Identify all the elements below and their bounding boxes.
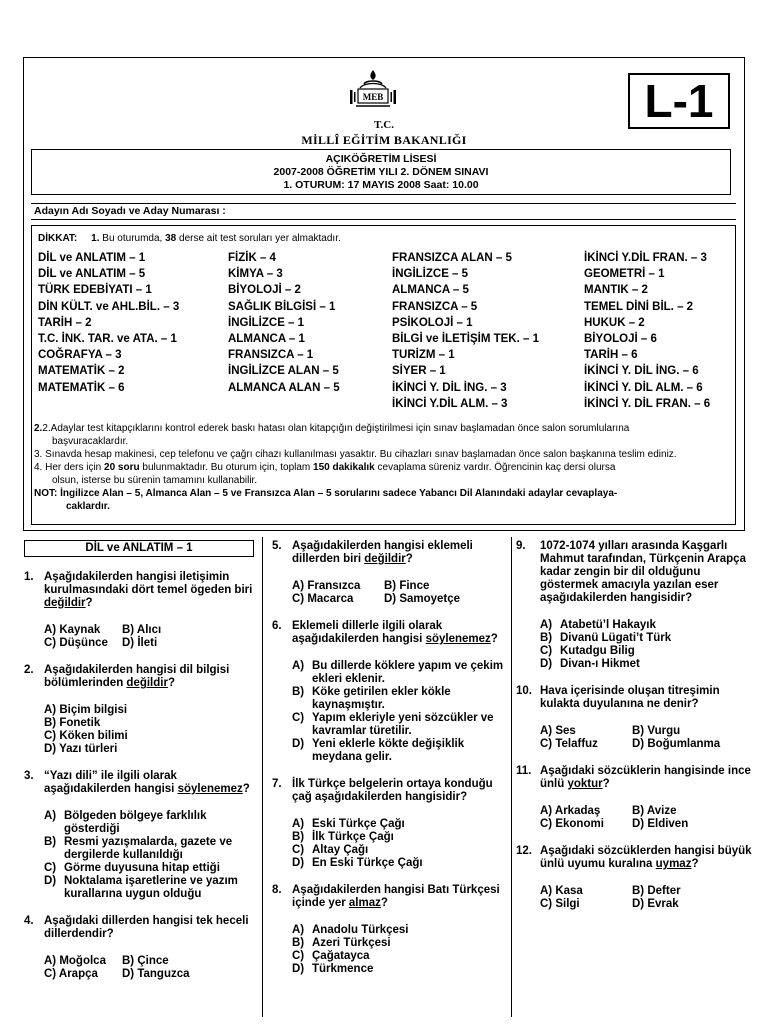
subject-column-4 [584, 250, 710, 412]
option-a[interactable] [292, 818, 508, 831]
option-text: Divanü Lügati’t Türk [560, 632, 672, 644]
option-c[interactable]: C) Düşünce [44, 637, 108, 649]
option-text: Anadolu Türkçesi [312, 924, 409, 936]
question-10: 10. Hava içerisinde oluşan titreşimin kulakta duyulanına ne denir? A) Ses B) Vurgu C) Telaffuz D) Boğumlanma [516, 685, 721, 750]
option-letter: B) [292, 937, 305, 949]
option-d[interactable]: D) İleti [122, 637, 158, 649]
option-c[interactable] [292, 844, 508, 857]
question-4: 4. Aşağıdaki dillerden hangisi tek heceli dillerdendir? A) Moğolca B) Çince C) Arapça D) Tanguzca [24, 915, 249, 980]
dikkat-line: DİKKAT: 1. Bu oturumda, 38 derse ait test soruları yer almaktadır. [38, 233, 341, 244]
option-c[interactable]: C) Arapça [44, 968, 98, 980]
subject-item: SAĞLIK BİLGİSİ – 1 [228, 300, 336, 313]
subject-item: MANTIK – 2 [584, 284, 648, 297]
option-c[interactable]: C) Ekonomi [540, 818, 604, 830]
option-b[interactable] [292, 937, 508, 950]
note-2-cont: başvuracaklardır. [52, 436, 129, 447]
option-c[interactable]: C) Macarca [292, 593, 354, 605]
option-text: Kutadgu Bilig [560, 645, 635, 657]
question-6: 6. Eklemeli dillerle ilgili olarak aşağıdakilerden hangisi söylenemez? A) Bu dillerde köklere yapım ve çekim ekleri eklenir. B) Köke getirilen ekler kökle kaynaşmıştır. C) Yapım ekleriyle yeni sözcükler ve kavramlar türetilir. D) Yeni eklerle kökte değişiklik meydana gelir. [272, 620, 508, 764]
option-letter: A) [292, 818, 305, 830]
subject-item: FRANSIZCA – 5 [392, 300, 478, 313]
option-text: Divan-ı Hikmet [560, 658, 640, 670]
subject-item: FRANSIZCA – 1 [228, 349, 314, 362]
option-letter: C) [292, 950, 305, 962]
option-text: Atabetü’l Hakayık [560, 619, 656, 631]
option-letter: B) [44, 836, 57, 848]
subject-item: TEMEL DİNİ BİL. – 2 [584, 300, 694, 313]
option-letter: B) [540, 632, 553, 644]
subject-item: İKİNCİ Y.DİL FRAN. – 3 [584, 252, 707, 264]
column-divider [511, 537, 512, 1017]
option-text: Azeri Türkçesi [312, 937, 391, 949]
option-b[interactable] [44, 836, 256, 862]
option-a[interactable]: A) Moğolca [44, 955, 106, 967]
question-column-3 [516, 540, 756, 925]
exam-term: 2007-2008 ÖĞRETİM YILI 2. DÖNEM SINAVI [273, 166, 489, 178]
subject-item: İKİNCİ Y.DİL ALM. – 3 [392, 397, 508, 410]
exam-session: 1. OTURUM: 17 MAYIS 2008 Saat: 10.00 [283, 179, 479, 191]
subject-item: ALMANCA – 5 [392, 284, 469, 297]
option-d[interactable]: D) Yazı türleri [44, 743, 118, 755]
option-letter: D) [540, 658, 553, 670]
subject-item: COĞRAFYA – 3 [38, 349, 122, 362]
question-12: 12. Aşağıdaki sözcüklerden hangisi büyük ünlü uyumu kuralına uymaz? A) Kasa B) Defter C) Silgi D) Evrak [516, 845, 752, 910]
subject-item: BİLGİ ve İLETİŞİM TEK. – 1 [392, 333, 539, 346]
option-text: İlk Türkçe Çağı [312, 831, 394, 843]
option-a[interactable]: A) Ses [540, 725, 576, 737]
option-a[interactable] [540, 619, 756, 632]
option-text: Eski Türkçe Çağı [312, 818, 405, 830]
option-c[interactable]: C) Silgi [540, 898, 580, 910]
option-d[interactable] [44, 875, 256, 901]
option-letter: B) [292, 686, 305, 698]
option-text: Yapım ekleriyle yeni sözcükler ve kavramlar türetilir. [312, 712, 494, 737]
option-a[interactable] [44, 810, 256, 836]
note-4: 4. Her ders için 20 soru bulunmaktadır. Bu oturum için, toplam 150 dakikalık cevaplama süreniz vardır. Öğrencinin kaç dersi olursa [34, 462, 616, 473]
option-c[interactable] [540, 645, 756, 658]
question-1: 1. Aşağıdakilerden hangisi iletişimin kurulmasındaki dört temel ögeden biri değildir? A) Kaynak B) Alıcı C) Düşünce D) İleti [24, 571, 253, 649]
subject-item: KİMYA – 3 [228, 268, 283, 281]
option-c[interactable] [292, 712, 508, 738]
question-2: 2. Aşağıdakilerden hangisi dil bilgisi bölümlerinden değildir? A) Biçim bilgisi B) Fonetik C) Köken bilimi D) Yazı türleri [24, 664, 256, 756]
subject-item: TÜRK EDEBİYATI – 1 [38, 284, 152, 297]
subject-item: BİYOLOJİ – 2 [228, 284, 301, 297]
subject-column-1 [38, 250, 179, 396]
option-a[interactable] [292, 924, 508, 937]
note-4-cont: olsun, isterse bu sürenin tamamını kullanabilir. [52, 475, 258, 486]
subject-item: T.C. İNK. TAR. ve ATA. – 1 [38, 333, 177, 346]
subject-item: FRANSIZCA ALAN – 5 [392, 252, 512, 264]
option-b[interactable]: B) Alıcı [122, 624, 162, 636]
question-column-2 [272, 540, 508, 990]
subject-item: HUKUK – 2 [584, 316, 645, 329]
question-column-1 [24, 540, 256, 995]
option-text: Bölgeden bölgeye farklılık gösterdiği [64, 810, 207, 835]
subject-item: MATEMATİK – 6 [38, 381, 125, 394]
candidate-field[interactable]: Adayın Adı Soyadı ve Aday Numarası : [31, 203, 736, 220]
option-d[interactable] [292, 963, 508, 976]
question-8: 8. Aşağıdakilerden hangisi Batı Türkçesi içinde yer almaz? A) Anadolu Türkçesi B) Azeri Türkçesi C) Çağatayca D) Türkmence [272, 884, 508, 976]
exam-notes: 2.2.Adaylar test kitapçıklarını kontrol ederek baskı hatası olan kitapçığın değiştirilmesi için sınav başlamadan önce salon sorumlularına başvuracaklardır. 3. Sınavda hesap makinesi, cep telefonu ve çağrı cihazı kullanılması yasaktır. Bu cihazları sınav başlamadan önce salon başkanına teslim ediniz. 4. Her ders için 20 soru bulunmaktadır. Bu oturum için, toplam 150 dakikalık cevaplama süreniz vardır. Öğrencinin kaç dersi olursa olsun, isterse bu sürenin tamamını kullanabilir. NOT: İngilizce Alan – 5, Almanca Alan – 5 ve Fransızca Alan – 5 sorularını sadece Yabancı Dil Alanındaki adaylar cevaplaya- caklardır. [34, 423, 734, 514]
option-c[interactable] [292, 950, 508, 963]
option-a[interactable]: A) Arkadaş [540, 805, 601, 817]
subject-item: TARİH – 2 [38, 316, 92, 329]
note-language-cont: caklardır. [66, 501, 110, 512]
subject-item: ALMANCA ALAN – 5 [228, 381, 340, 394]
option-a[interactable]: A) Kaynak [44, 624, 101, 636]
option-a[interactable]: A) Fransızca [292, 580, 361, 592]
option-text: Noktalama işaretlerine ve yazım kurallarına uygun olduğu [64, 875, 238, 900]
option-c[interactable]: C) Telaffuz [540, 738, 598, 750]
option-text: Köke getirilen ekler kökle kaynaşmıştır. [312, 686, 451, 711]
ministry-title: MİLLÎ EĞİTİM BAKANLIĞI [301, 133, 467, 147]
option-a[interactable]: A) Kasa [540, 885, 583, 897]
option-b[interactable] [292, 686, 508, 712]
question-5: 5. Aşağıdakilerden hangisi eklemeli dillerden biri değildir? A) Fransızca B) Fince C) Macarca D) Samoyetçe [272, 540, 473, 605]
option-text: Görme duyusuna hitap ettiği [64, 862, 220, 874]
subject-item: İNGİLİZCE – 5 [392, 268, 469, 281]
school-name: AÇIKÖĞRETİM LİSESİ [325, 153, 437, 165]
option-d[interactable] [292, 857, 508, 870]
option-letter: B) [292, 831, 305, 843]
subject-item: İNGİLİZCE ALAN – 5 [228, 365, 339, 378]
option-text: Türkmence [312, 963, 374, 975]
option-letter: C) [44, 862, 57, 874]
option-d[interactable]: D) Evrak [632, 898, 679, 910]
option-text: En Eski Türkçe Çağı [312, 857, 423, 869]
column-divider [262, 537, 263, 1017]
option-text: Altay Çağı [312, 844, 369, 856]
option-d[interactable]: D) Boğumlanma [632, 738, 721, 750]
option-b[interactable]: B) Fonetik [44, 717, 101, 729]
question-7: 7. İlk Türkçe belgelerin ortaya konduğu çağ aşağıdakilerden hangisidir? A) Eski Türkçe Çağı B) İlk Türkçe Çağı C) Altay Çağı D) En Eski Türkçe Çağı [272, 778, 508, 870]
option-c[interactable]: C) Köken bilimi [44, 730, 128, 742]
option-text: Çağatayca [312, 950, 370, 962]
subject-item: FİZİK – 4 [228, 252, 276, 264]
option-letter: D) [292, 857, 305, 869]
subject-item: GEOMETRİ – 1 [584, 268, 665, 281]
option-letter: A) [540, 619, 553, 631]
tc-label: T.C. [374, 119, 394, 131]
option-letter: A) [292, 660, 305, 672]
subject-item: İNGİLİZCE – 1 [228, 316, 305, 329]
section-title: DİL ve ANLATIM – 1 [24, 540, 254, 557]
question-11: 11. Aşağıdaki sözcüklerin hangisinde ince ünlü yoktur? A) Arkadaş B) Avize C) Ekonomi D) Eldiven [516, 765, 751, 830]
subject-item: BİYOLOJİ – 6 [584, 333, 657, 346]
subject-item: İKİNCİ Y. DİL İNG. – 3 [392, 381, 507, 394]
question-9: 9. 1072-1074 yılları arasında Kaşgarlı Mahmut tarafından, Türkçenin Arapça kadar zengin bir dil olduğunu göstermek amacıyla yazılan eser aşağıdakilerden hangisidir? A) Atabetü’l Hakayık B) Divanü Lügati’t Türk C) Kutadgu Bilig D) Divan-ı Hikmet [516, 540, 756, 671]
subject-item: DİN KÜLT. ve AHL.BİL. – 3 [38, 300, 180, 313]
option-d[interactable] [292, 738, 508, 764]
option-text: Yeni eklerle kökte değişiklik meydana gelir. [312, 738, 465, 763]
option-d[interactable]: D) Eldiven [632, 818, 689, 830]
subject-item: DİL ve ANLATIM – 1 [38, 252, 146, 264]
option-d[interactable]: D) Samoyetçe [384, 593, 461, 605]
subject-item: PSİKOLOJİ – 1 [392, 316, 473, 329]
subject-item: DİL ve ANLATIM – 5 [38, 268, 146, 281]
option-letter: C) [540, 645, 553, 657]
option-letter: A) [292, 924, 305, 936]
svg-text:MEB: MEB [362, 92, 384, 102]
option-d[interactable] [540, 658, 756, 671]
option-c[interactable] [44, 862, 256, 875]
subject-item: TARİH – 6 [584, 349, 638, 362]
subject-item: İKİNCİ Y. DİL ALM. – 6 [584, 381, 703, 394]
option-d[interactable]: D) Tanguzca [122, 968, 190, 980]
option-letter: C) [292, 712, 305, 724]
note-2: 2.Adaylar test kitapçıklarını kontrol ederek baskı hatası olan kitapçığın değiştirilmesi için sınav başlamadan önce salon sorumlularına [42, 423, 630, 434]
option-b[interactable] [540, 632, 756, 645]
option-letter: A) [44, 810, 57, 822]
option-b[interactable]: B) Çince [122, 955, 169, 967]
option-b[interactable]: B) Defter [632, 885, 681, 897]
note-3: 3. Sınavda hesap makinesi, cep telefonu ve çağrı cihazı kullanılması yasaktır. Bu cihazları sınav başlamadan önce salon başkanına teslim ediniz. [34, 449, 677, 460]
subject-item: TURİZM – 1 [392, 349, 455, 362]
meb-logo [346, 68, 400, 112]
option-b[interactable] [292, 831, 508, 844]
subject-item: MATEMATİK – 2 [38, 365, 125, 378]
exam-info-box [31, 149, 731, 195]
option-text: Bu dillerde köklere yapım ve çekim ekleri eklenir. [312, 660, 504, 685]
subject-item: İKİNCİ Y. DİL İNG. – 6 [584, 365, 699, 378]
subject-item: ALMANCA – 1 [228, 333, 305, 346]
option-b[interactable]: B) Fince [384, 580, 430, 592]
option-letter: D) [292, 963, 305, 975]
option-b[interactable]: B) Avize [632, 805, 677, 817]
option-b[interactable]: B) Vurgu [632, 725, 681, 737]
option-letter: C) [292, 844, 305, 856]
subject-item: İKİNCİ Y. DİL FRAN. – 6 [584, 397, 711, 410]
option-text: Resmi yazışmalarda, gazete ve dergilerde kullanıldığı [64, 836, 233, 861]
option-a[interactable]: A) Biçim bilgisi [44, 704, 128, 716]
subject-column-2 [228, 250, 340, 396]
option-a[interactable] [292, 660, 508, 686]
booklet-code: L-1 [628, 73, 730, 129]
subject-item: SİYER – 1 [392, 365, 446, 378]
note-language: NOT: İngilizce Alan – 5, Almanca Alan – 5 ve Fransızca Alan – 5 sorularını sadece Yabancı Dil Alanındaki adaylar cevaplaya- [34, 488, 618, 499]
option-letter: D) [44, 875, 57, 887]
subject-column-3 [392, 250, 539, 412]
option-letter: D) [292, 738, 305, 750]
question-3: 3. “Yazı dili” ile ilgili olarak aşağıdakilerden hangisi söylenemez? A) Bölgeden bölgeye farklılık gösterdiği B) Resmi yazışmalarda, gazete ve dergilerde kullanıldığı C) Görme duyusuna hitap ettiği D) Noktalama işaretlerine ve yazım kurallarına uygun olduğu [24, 770, 256, 901]
